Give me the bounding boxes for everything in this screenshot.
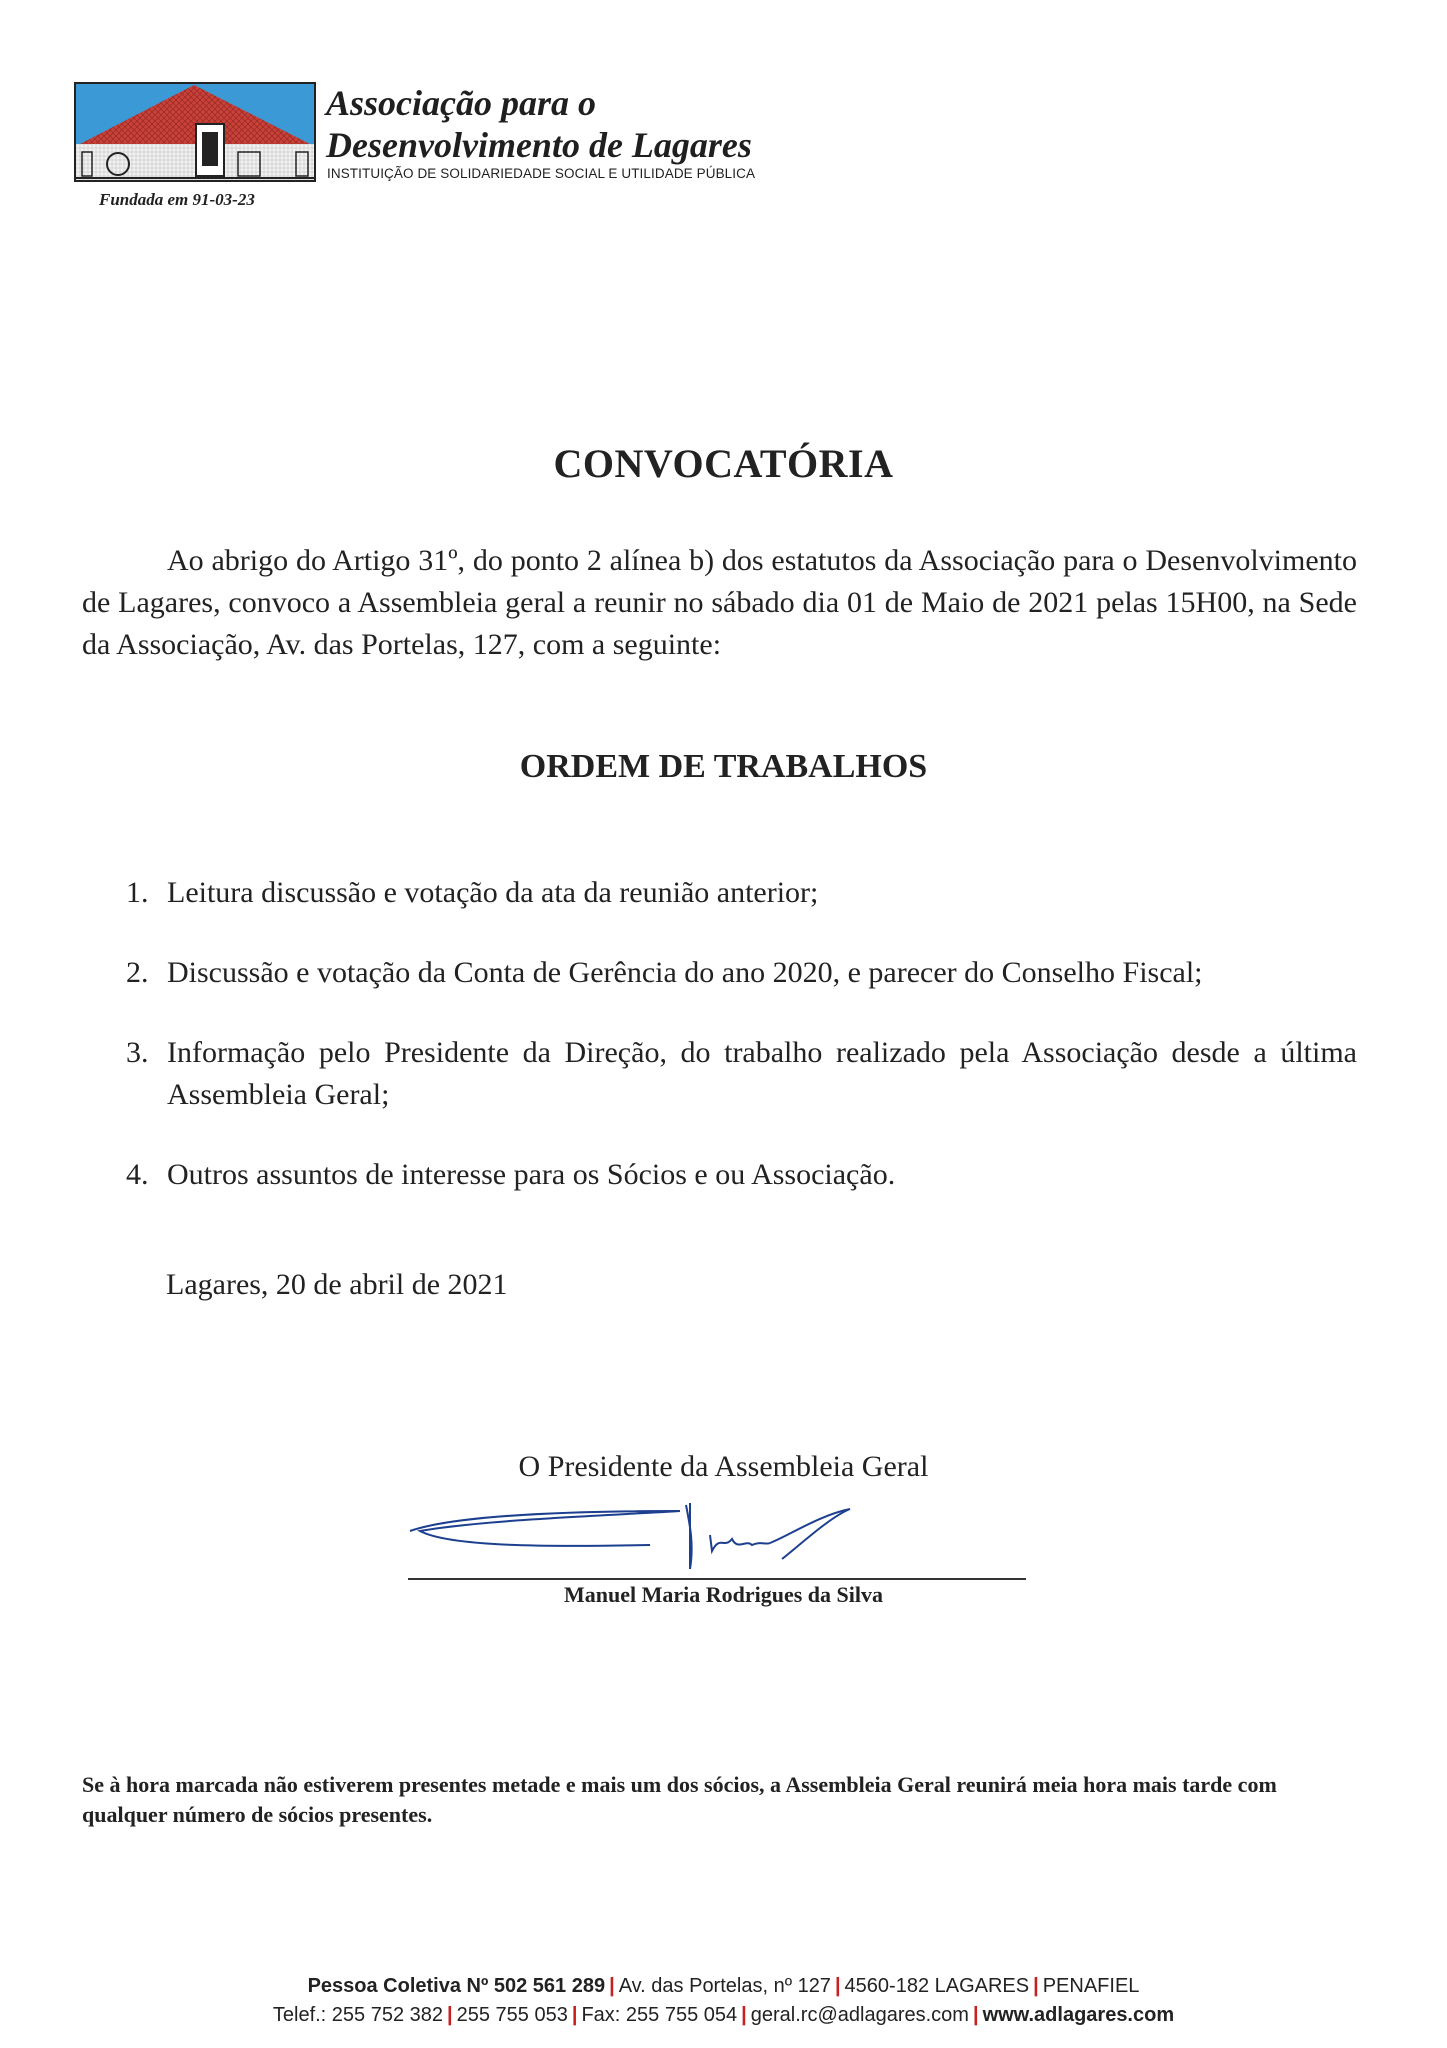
footer-separator: | xyxy=(972,2004,979,2026)
letterhead xyxy=(74,82,794,222)
date-line: Lagares, 20 de abril de 2021 xyxy=(166,1268,508,1301)
agenda-item-text: Informação pelo Presidente da Direção, do trabalho realizado pela Associação desde a última Assembleia Geral; xyxy=(167,1036,1357,1111)
agenda-item-number: 2. xyxy=(126,956,149,989)
agenda-item xyxy=(82,952,1357,994)
founded-date: Fundada em 91-03-23 xyxy=(99,190,255,209)
handwritten-signature-icon xyxy=(390,1495,930,1575)
intro-paragraph: Ao abrigo do Artigo 31º, do ponto 2 alínea b) dos estatutos da Associação para o Desenvolvimento de Lagares, convoco a Assembleia geral a reunir no sábado dia 01 de Maio de 2021 pelas 15H00, na Sede da Associação, Av. das Portelas, 127, com a seguinte: xyxy=(82,544,1357,661)
agenda-list xyxy=(82,872,1357,1234)
footer-email-link[interactable]: geral.rc@adlagares.com xyxy=(750,2004,969,2026)
quorum-note: Se à hora marcada não estiverem presentes metade e mais um dos sócios, a Assembleia Geral reunirá meia hora mais tarde com qualquer número de sócios presentes. xyxy=(82,1772,1277,1827)
footer-address: Av. das Portelas, nº 127 xyxy=(618,1975,831,1997)
footer-phone: Telef.: 255 752 382 xyxy=(272,2004,444,2026)
footer-city: PENAFIEL xyxy=(1042,1975,1140,1997)
signature-role: O Presidente da Assembleia Geral xyxy=(518,1450,929,1483)
agenda-item-text: Outros assuntos de interesse para os Sócios e ou Associação. xyxy=(167,1158,896,1191)
footer-separator: | xyxy=(571,2004,578,2026)
agenda-item xyxy=(82,872,1357,914)
footer-separator: | xyxy=(741,2004,747,2026)
agenda-item-number: 3. xyxy=(126,1036,149,1069)
footer-separator: | xyxy=(447,2004,453,2026)
signature-line xyxy=(408,1578,1026,1580)
organization-name-line2: Desenvolvimento de Lagares xyxy=(326,125,752,165)
agenda-item-text: Discussão e votação da Conta de Gerência do ano 2020, e parecer do Conselho Fiscal; xyxy=(167,956,1203,989)
agenda-item-text: Leitura discussão e votação da ata da reunião anterior; xyxy=(167,876,819,909)
footer-fax: Fax: 255 755 054 xyxy=(581,2004,738,2026)
agenda-item xyxy=(82,1032,1357,1116)
organization-name-line1: Associação para o xyxy=(326,83,596,123)
agenda-item-number: 1. xyxy=(126,876,149,909)
footer-postcode: 4560-182 LAGARES xyxy=(844,1975,1030,1997)
house-roof-logo-icon xyxy=(74,82,316,182)
agenda-item-number: 4. xyxy=(126,1158,149,1191)
document-title: CONVOCATÓRIA xyxy=(553,441,894,486)
organization-subtitle: INSTITUIÇÃO DE SOLIDARIEDADE SOCIAL E UTILIDADE PÚBLICA xyxy=(327,166,756,181)
footer-separator: | xyxy=(1033,1975,1039,1997)
footer-separator: | xyxy=(834,1975,841,1997)
footer-separator: | xyxy=(609,1975,615,1997)
agenda-title: ORDEM DE TRABALHOS xyxy=(519,748,928,785)
footer-line-2 xyxy=(0,2004,1447,2027)
footer-phone-2: 255 755 053 xyxy=(456,2004,568,2026)
footer-line-1 xyxy=(0,1975,1447,1998)
agenda-item xyxy=(82,1154,1357,1196)
footer-website-link[interactable]: www.adlagares.com xyxy=(982,2004,1175,2026)
organization-name xyxy=(326,82,752,166)
footer-tax-id: Pessoa Coletiva Nº 502 561 289 xyxy=(307,1975,606,1997)
signer-name: Manuel Maria Rodrigues da Silva xyxy=(563,1582,883,1607)
